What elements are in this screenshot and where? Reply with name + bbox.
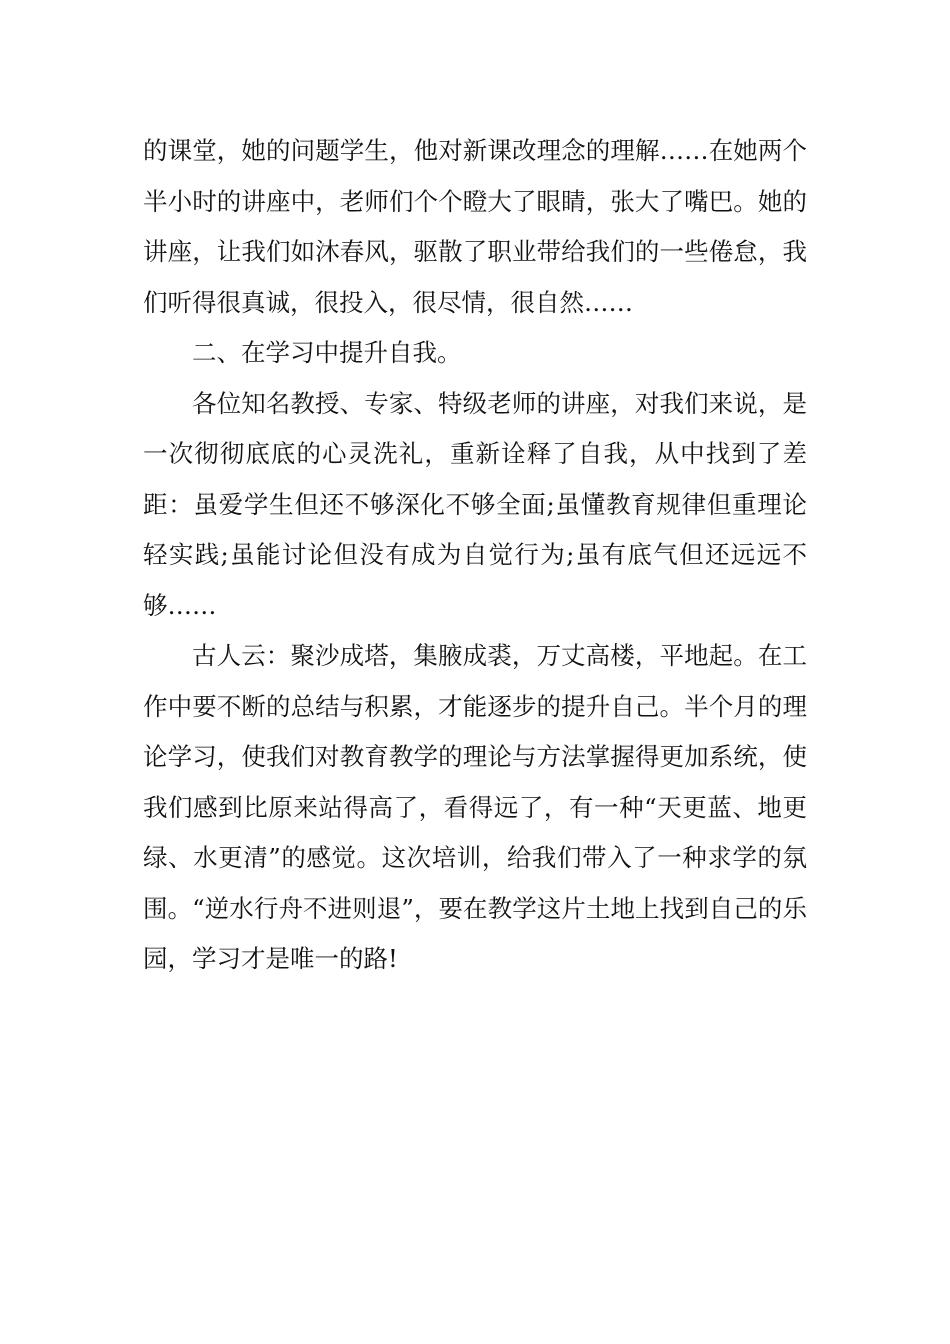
paragraph-4: 古人云：聚沙成塔，集腋成裘，万丈高楼，平地起。在工作中要不断的总结与积累，才能逐步的提升自己。半个月的理论学习，使我们对教育教学的理论与方法掌握得更加系统，使我们感到比原来站得高了，看得远了，有一种“天更蓝、地更绿、水更清”的感觉。这次培训，给我们带入了一种求学的氛围。“逆水行舟不进则退”，要在教学这片土地上找到自己的乐园，学习才是唯一的路! — [143, 641, 807, 973]
document-body — [143, 126, 807, 985]
paragraph-3: 各位知名教授、专家、特级老师的讲座，对我们来说，是一次彻彻底底的心灵洗礼，重新诠释了自我，从中找到了差距：虽爱学生但还不够深化不够全面;虽懂教育规律但重理论轻实践;虽能讨论但没有成为自觉行为;虽有底气但还远远不够…… — [143, 388, 807, 620]
section-heading-2: 二、在学习中提升自我。 — [192, 338, 462, 367]
paragraph-1: 的课堂，她的问题学生，他对新课改理念的理解……在她两个半小时的讲座中，老师们个个瞪大了眼睛，张大了嘴巴。她的讲座，让我们如沐春风，驱散了职业带给我们的一些倦怠，我们听得很真诚，很投入，很尽情，很自然…… — [143, 136, 807, 317]
